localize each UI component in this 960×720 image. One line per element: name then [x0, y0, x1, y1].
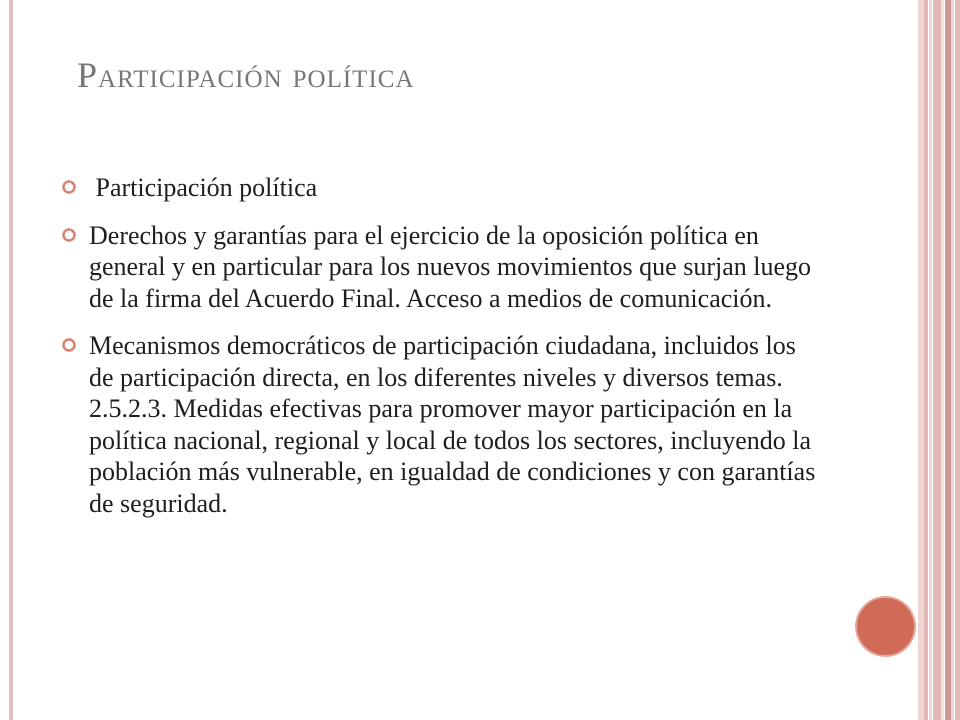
ring-bullet-icon	[60, 336, 78, 354]
ring-bullet-icon	[60, 226, 78, 244]
stripe	[955, 0, 960, 720]
list-item	[60, 172, 820, 204]
stripe	[933, 0, 941, 720]
bullet-text: Mecanismos democráticos de participación ciudadana, incluidos los de participación directa, en los diferentes niveles y diversos temas. 2.5.2.3. Medidas efectivas para promover mayor participación en la política nacional, regional y local de todos los sectores, incluyendo la población más vulnerable, en igualdad de condiciones y con garantías de seguridad.	[89, 331, 816, 518]
bullet-list	[60, 172, 820, 535]
bullet-text: Derechos y garantías para el ejercicio de la oposición política en general y en particular para los nuevos movimientos que surjan luego de la firma del Acuerdo Final. Acceso a medios de comunicación.	[89, 220, 812, 313]
bullet-text: Participación política	[89, 173, 318, 202]
accent-circle-icon	[857, 598, 914, 655]
stripe	[924, 0, 928, 720]
left-border-line	[9, 0, 13, 720]
stripe	[929, 0, 932, 720]
stripe	[941, 0, 944, 720]
list-item	[60, 220, 820, 315]
slide-title: Participación política	[77, 55, 415, 95]
stripe	[951, 0, 954, 720]
ring-bullet-icon	[60, 178, 78, 196]
list-item	[60, 330, 820, 519]
